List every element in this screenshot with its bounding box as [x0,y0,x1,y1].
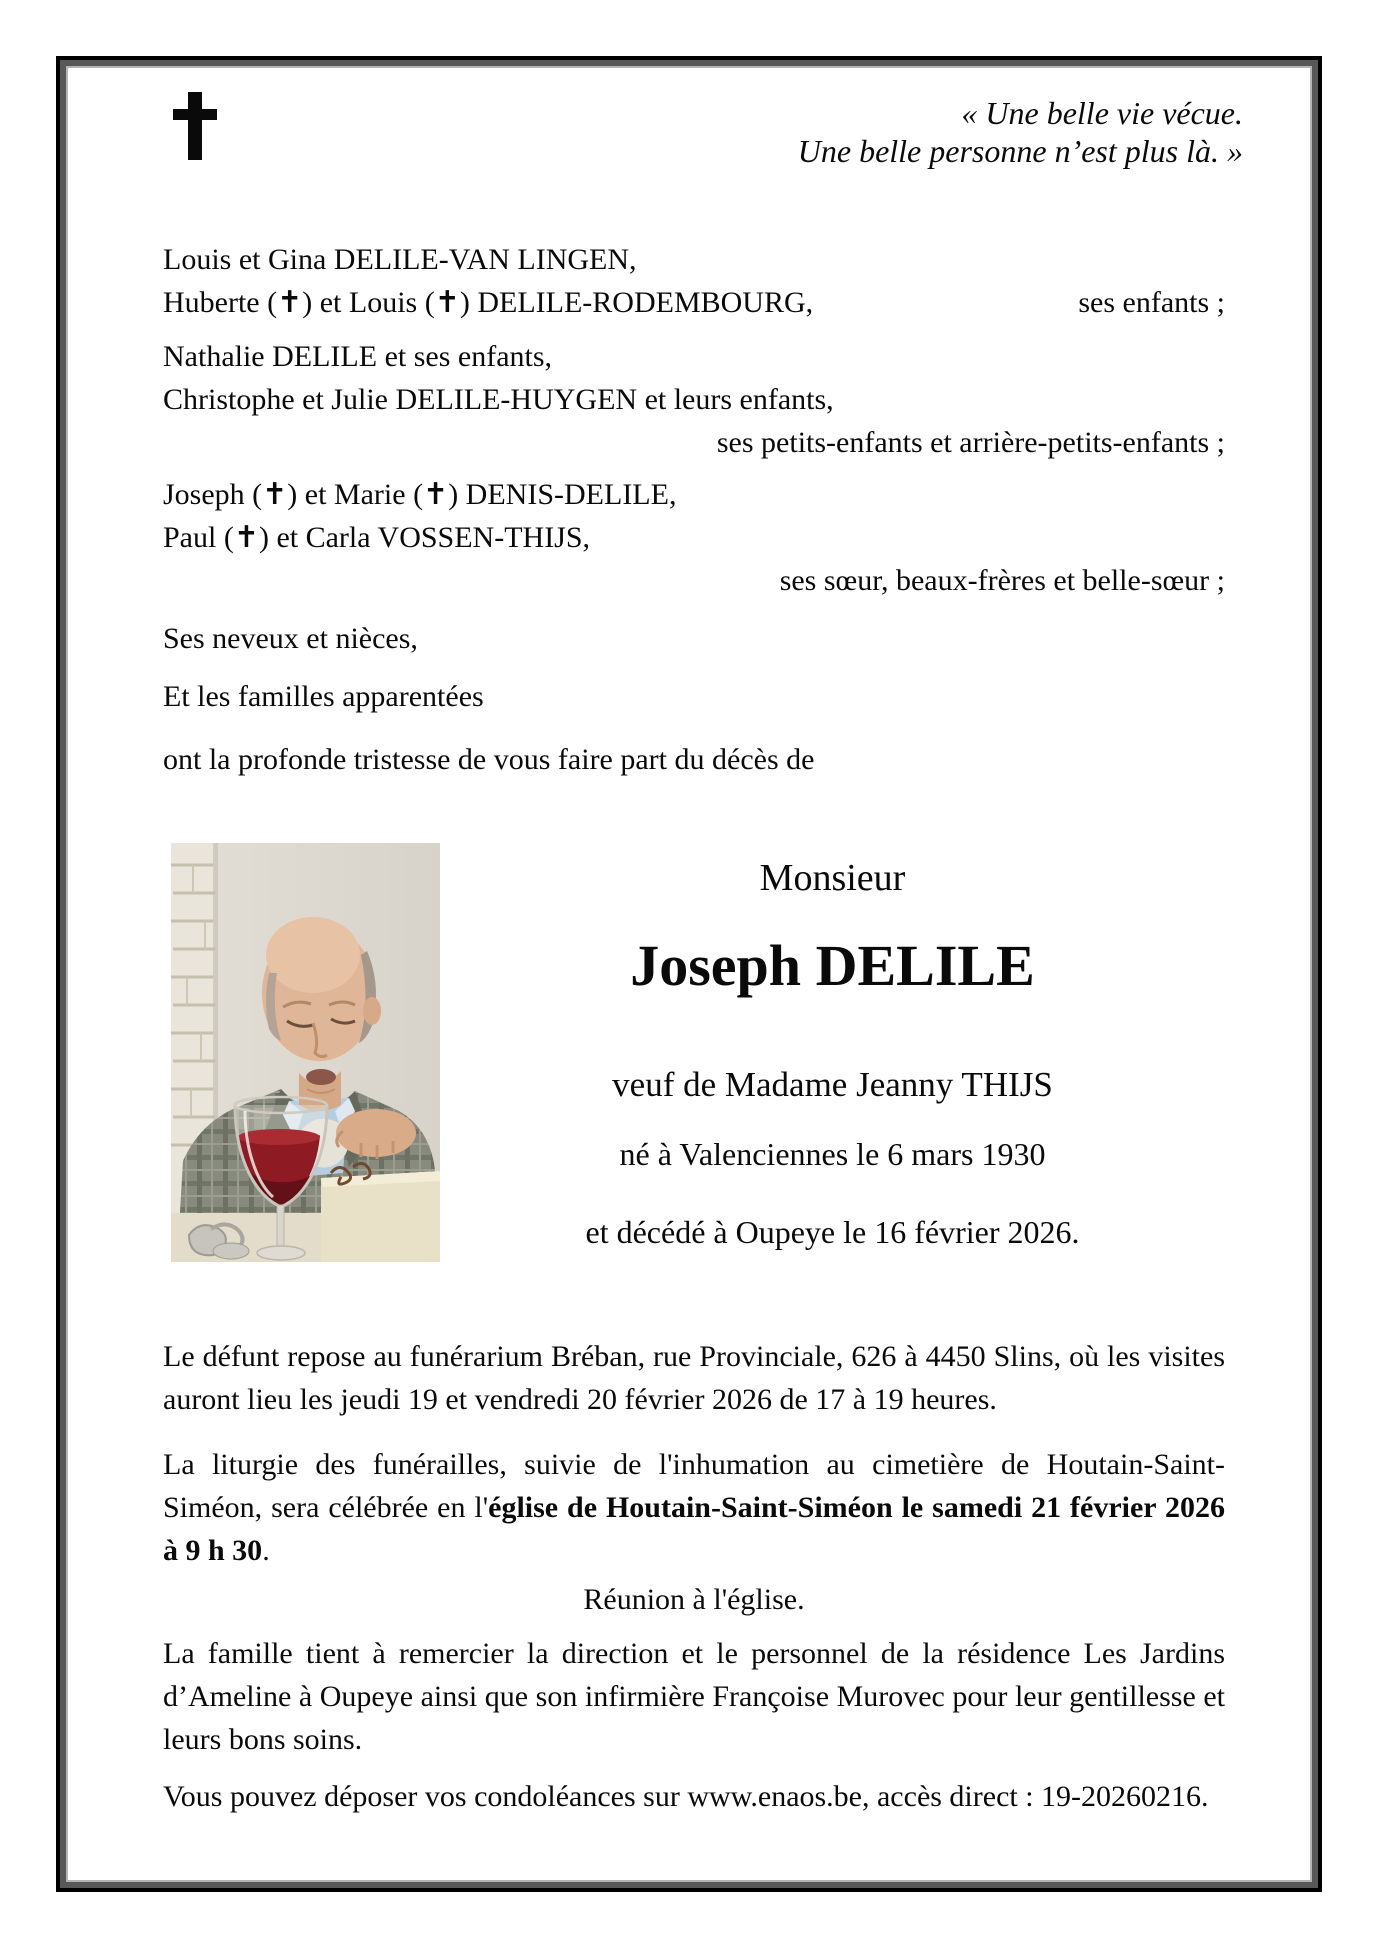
birth-line: né à Valenciennes le 6 mars 1930 [619,1136,1046,1172]
family-group [163,617,1225,660]
family-group [163,473,1225,602]
liturgy-text: La liturgie des funérailles, suivie de l'inhumation au cimetière de Houtain-Saint-Siméon, sera célébrée en l' [163,1448,1225,1524]
family-group [163,238,1225,324]
cross-icon [173,92,217,160]
family-line: Et les familles apparentées [163,680,484,713]
funeral-home-paragraph: Le défunt repose au funérarium Bréban, rue Provinciale, 626 à 4450 Slins, où les visites auront lieu les jeudi 19 et vendredi 20 février 2026 de 17 à 19 heures. [163,1340,1225,1416]
family-group [163,335,1225,464]
death-line: et décédé à Oupeye le 16 février 2026. [585,1214,1080,1250]
family-section [163,238,1225,781]
quote-line: « Une belle vie vécue. [961,95,1243,131]
relation-label: ses sœur, beaux-frères et belle-sœur ; [779,564,1225,597]
obituary-page [68,68,1310,1880]
relation-label: ses enfants ; [1078,286,1225,319]
portrait-photo-illustration [171,843,440,1262]
family-line: Nathalie DELILE et ses enfants, [163,340,553,373]
memorial-quote [798,94,1243,170]
deceased-name: Joseph DELILE [630,933,1035,998]
page-frame [56,56,1322,1892]
family-line: Ses neveux et nièces, [163,622,418,655]
family-group [163,675,1225,718]
deceased-section [163,843,1225,1262]
header [163,92,1243,170]
relation-label: ses petits-enfants et arrière-petits-enfants ; [716,426,1225,459]
details-section [163,1335,1225,1818]
page-frame-inner [66,66,1312,1882]
deceased-info [440,843,1225,1262]
civility-title: Monsieur [759,857,906,899]
portrait-photo [171,843,440,1262]
family-line: Christophe et Julie DELILE-HUYGEN et leurs enfants, [163,383,834,416]
family-names: Huberte (✝) et Louis (✝) DELILE-RODEMBOURG, [163,286,814,319]
family-line [163,281,1225,324]
widower-line: veuf de Madame Jeanny THIJS [612,1065,1053,1104]
liturgy-period: . [262,1534,270,1567]
page-frame-mid [60,60,1318,1888]
announcement-line: ont la profonde tristesse de vous faire part du décès de [163,743,815,776]
family-line: Louis et Gina DELILE-VAN LINGEN, [163,243,637,276]
liturgy-paragraph [163,1443,1225,1572]
quote-line: Une belle personne n’est plus là. » [797,133,1243,169]
family-line: Paul (✝) et Carla VOSSEN-THIJS, [163,521,591,554]
liturgy-bold-text: église de Houtain-Saint-Siméon le samedi 21 février 2026 à 9 h 30 [163,1491,1225,1567]
reunion-line: Réunion à l'église. [583,1583,805,1616]
thanks-paragraph: La famille tient à remercier la direction et le personnel de la résidence Les Jardins d’Ameline à Oupeye ainsi que son infirmière Françoise Murovec pour leur gentillesse et leurs bons soins. [163,1637,1225,1756]
condolences-paragraph: Vous pouvez déposer vos condoléances sur www.enaos.be, accès direct : 19-20260216. [163,1780,1209,1813]
family-line: Joseph (✝) et Marie (✝) DENIS-DELILE, [163,478,677,511]
